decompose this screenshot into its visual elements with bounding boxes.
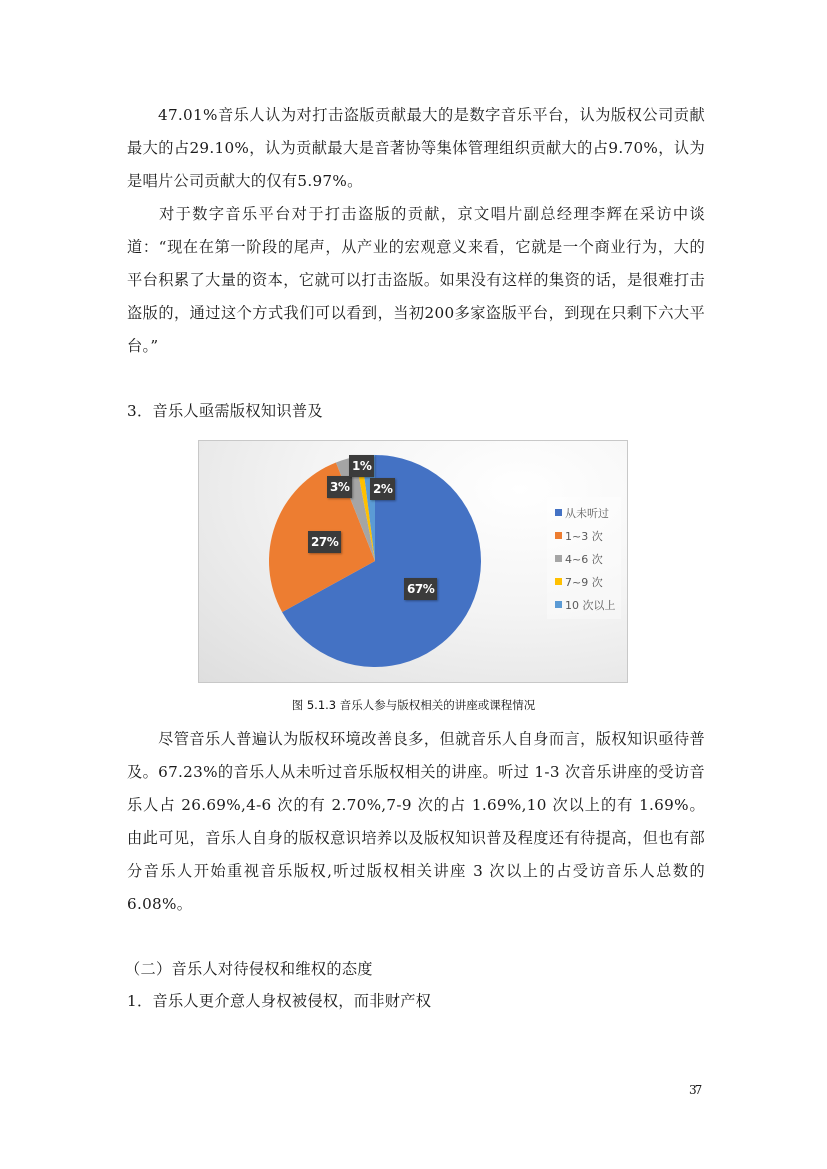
data-label-27: 27% [308,531,341,553]
section-heading-3: 3．音乐人亟需版权知识普及 [127,402,323,420]
legend-swatch-icon [555,509,562,516]
data-label-67: 67% [404,578,437,600]
paragraph-1: 47.01%音乐人认为对打击盗版贡献最大的是数字音乐平台，认为版权公司贡献最大的占29.10%，认为贡献最大是音著协等集体管理组织贡献大的占9.70%，认为是唱片公司贡献大的仅有5.97%。 [127,106,705,190]
data-label-1: 1% [349,455,374,477]
paragraph-2: 对于数字音乐平台对于打击盗版的贡献，京文唱片副总经理李辉在采访中谈道：“现在在第一阶段的尾声，从产业的宏观意义来看，它就是一个商业行为，大的平台积累了大量的资本，它就可以打击盗版。如果没有这样的集资的话，是很难打击盗版的，通过这个方式我们可以看到，当初200多家盗版平台，到现在只剩下六大平台。” [127,205,705,355]
legend-swatch-icon [555,578,562,585]
section-heading-2: （二）音乐人对待侵权和维权的态度 [125,960,373,978]
pie-chart [198,440,628,683]
data-label-3: 3% [327,476,352,498]
legend-item-never: 从未听过 [555,507,609,521]
legend-item-1-3: 1~3 次 [555,530,603,544]
chart-legend [547,497,621,619]
page-number: 37 [689,1083,701,1097]
figure-caption: 图 5.1.3 音乐人参与版权相关的讲座或课程情况 [291,698,536,712]
legend-swatch-icon [555,601,562,608]
legend-swatch-icon [555,532,562,539]
legend-item-4-6: 4~6 次 [555,553,603,567]
legend-item-10-plus: 10 次以上 [555,599,616,613]
subsection-heading-1: 1．音乐人更介意人身权被侵权，而非财产权 [127,992,432,1010]
data-label-2: 2% [370,478,395,500]
paragraph-3: 尽管音乐人普遍认为版权环境改善良多，但就音乐人自身而言，版权知识亟待普及。67.23%的音乐人从未听过音乐版权相关的讲座。听过 1-3 次音乐讲座的受访音乐人占 26.69%,4-6 次的有 2.70%,7-9 次的占 1.69%,10 次以上的有 1.69%。由此可见，音乐人自身的版权意识培养以及版权知识普及程度还有待提高，但也有部分音乐人开始重视音乐版权,听过版权相关讲座 3 次以上的占受访音乐人总数的 6.08%。 [127,730,705,913]
legend-item-7-9: 7~9 次 [555,576,603,590]
legend-swatch-icon [555,555,562,562]
